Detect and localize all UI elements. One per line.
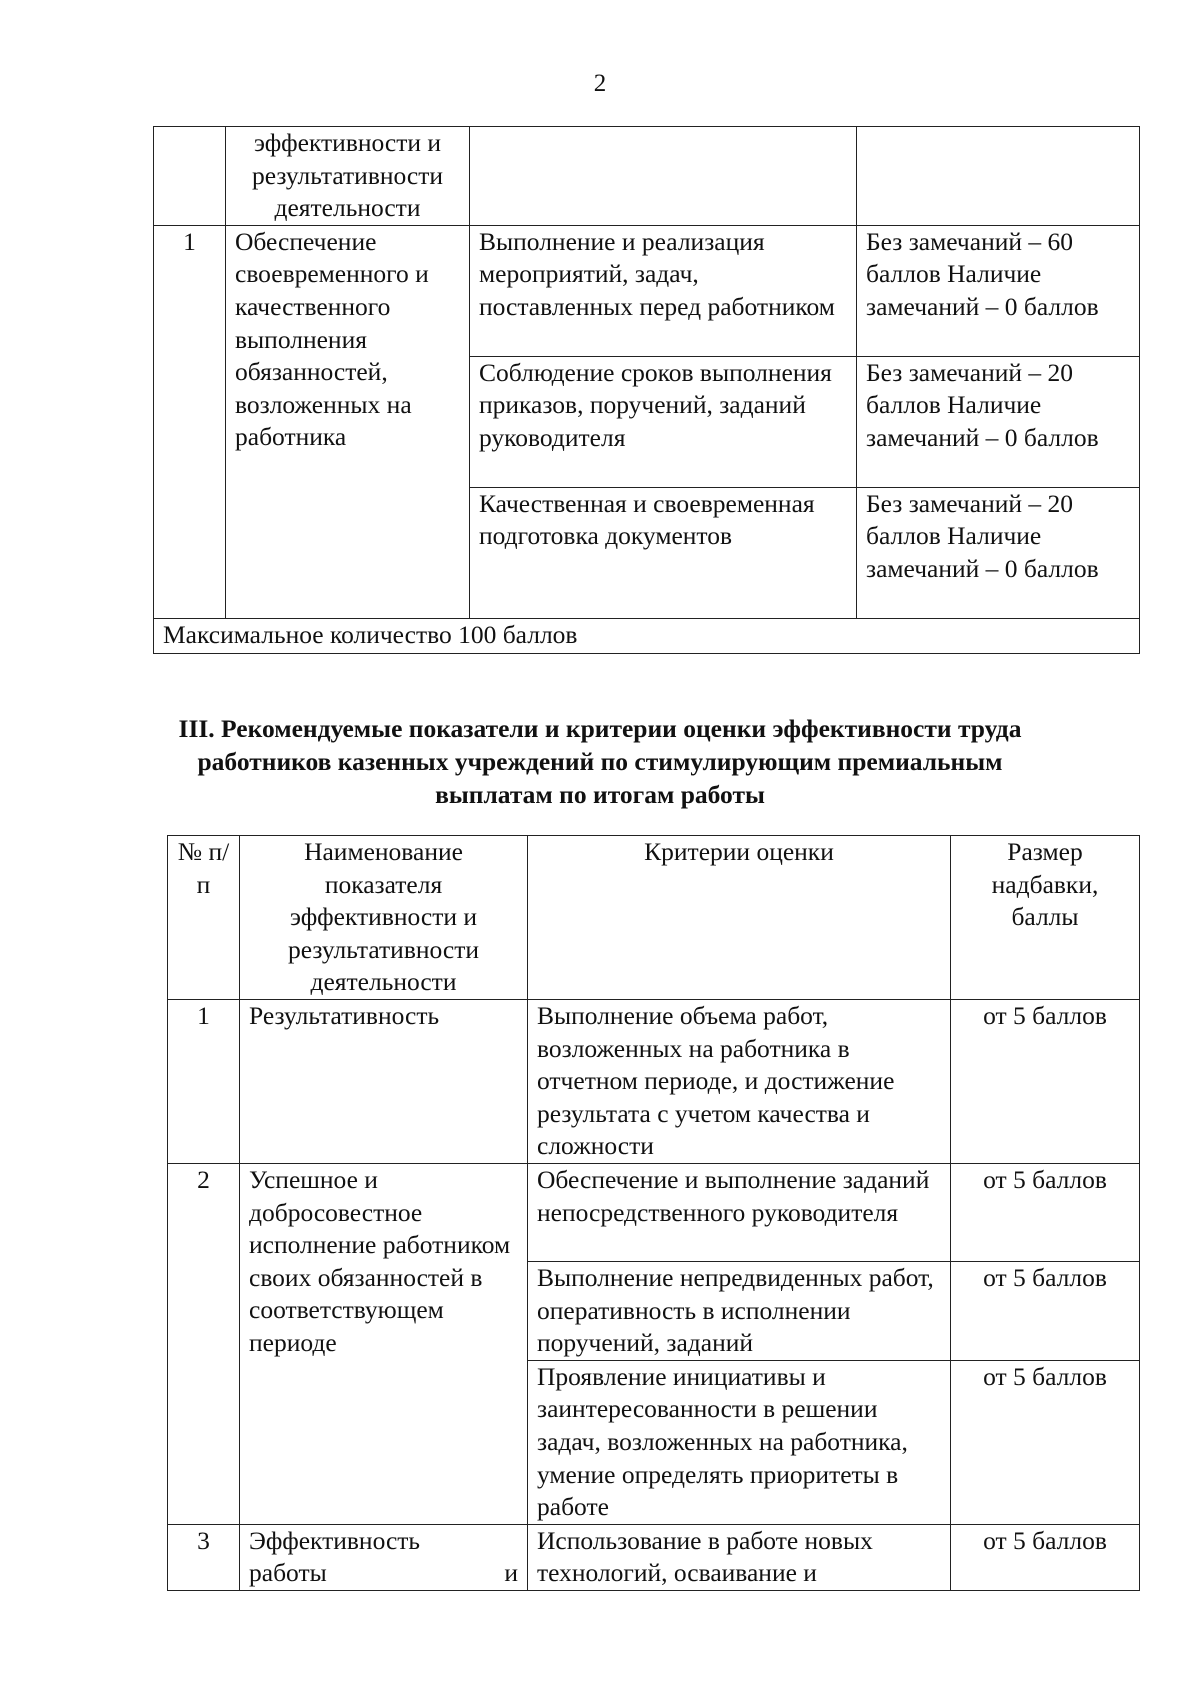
- row-number: 2: [168, 1164, 240, 1525]
- indicator-name-line1: Эффективность: [249, 1525, 421, 1555]
- criterion-text: Обеспечение и выполнение заданий непосредственного руководителя: [528, 1164, 951, 1262]
- criterion-text: Использование в работе новых технологий, осваивание и: [528, 1524, 951, 1590]
- criterion-score: от 5 баллов: [951, 1262, 1140, 1361]
- header-name-continued: эффективности и результативности деятельности: [226, 127, 470, 226]
- criterion-score: Без замечаний – 60 баллов Наличие замечаний – 0 баллов: [857, 225, 1140, 356]
- indicator-name: Успешное и добросовестное исполнение работником своих обязанностей в соответствующем периоде: [240, 1164, 528, 1525]
- criteria-table: [167, 835, 1140, 1591]
- indicator-name-word: работы: [249, 1558, 327, 1588]
- criterion-score: Без замечаний – 20 баллов Наличие замечаний – 0 баллов: [857, 487, 1140, 618]
- table-header-row: [168, 836, 1140, 1000]
- row-number: 1: [168, 1000, 240, 1164]
- table-row-total: [154, 618, 1140, 653]
- row-number: 3: [168, 1524, 240, 1590]
- header-size: Размер надбавки, баллы: [951, 836, 1140, 1000]
- criterion-text: Выполнение непредвиденных работ, оперативность в исполнении поручений, заданий: [528, 1262, 951, 1361]
- indicator-name: Обеспечение своевременного и качественного выполнения обязанностей, возложенных на работника: [226, 225, 470, 618]
- table-row: [168, 1164, 1140, 1262]
- indicator-name: [240, 1524, 528, 1590]
- criterion-text: Качественная и своевременная подготовка документов: [470, 487, 857, 618]
- header-name: Наименование показателя эффективности и результативности деятельности: [240, 836, 528, 1000]
- section-heading: III. Рекомендуемые показатели и критерии оценки эффективности труда работников казенных учреждений по стимулирующим премиальным выплатам по итогам работы: [178, 714, 1022, 809]
- header-num: № п/п: [168, 836, 240, 1000]
- table-row: [154, 225, 1140, 356]
- page-number: 2: [593, 70, 607, 97]
- criteria-table-continued: [153, 126, 1140, 654]
- criterion-text: Выполнение объема работ, возложенных на работника в отчетном периоде, и достижение результата с учетом качества и сложности: [528, 1000, 951, 1164]
- criterion-score: Без замечаний – 20 баллов Наличие замечаний – 0 баллов: [857, 356, 1140, 487]
- criterion-score: от 5 баллов: [951, 1524, 1140, 1590]
- criterion-text: Проявление инициативы и заинтересованности в решении задач, возложенных на работника, умение определять приоритеты в работе: [528, 1360, 951, 1524]
- table-row: [168, 1000, 1140, 1164]
- max-total: Максимальное количество 100 баллов: [154, 618, 1140, 653]
- criterion-score: от 5 баллов: [951, 1164, 1140, 1262]
- criterion-score: от 5 баллов: [951, 1360, 1140, 1524]
- header-criteria: Критерии оценки: [528, 836, 951, 1000]
- table-row: [154, 127, 1140, 226]
- criterion-text: Выполнение и реализация мероприятий, задач, поставленных перед работником: [470, 225, 857, 356]
- criterion-text: Соблюдение сроков выполнения приказов, поручений, заданий руководителя: [470, 356, 857, 487]
- row-number: 1: [154, 225, 226, 618]
- criterion-score: от 5 баллов: [951, 1000, 1140, 1164]
- table-row: [168, 1524, 1140, 1590]
- indicator-name: Результативность: [240, 1000, 528, 1164]
- indicator-name-word: и: [504, 1558, 518, 1588]
- indicator-name-line2: [249, 1557, 518, 1590]
